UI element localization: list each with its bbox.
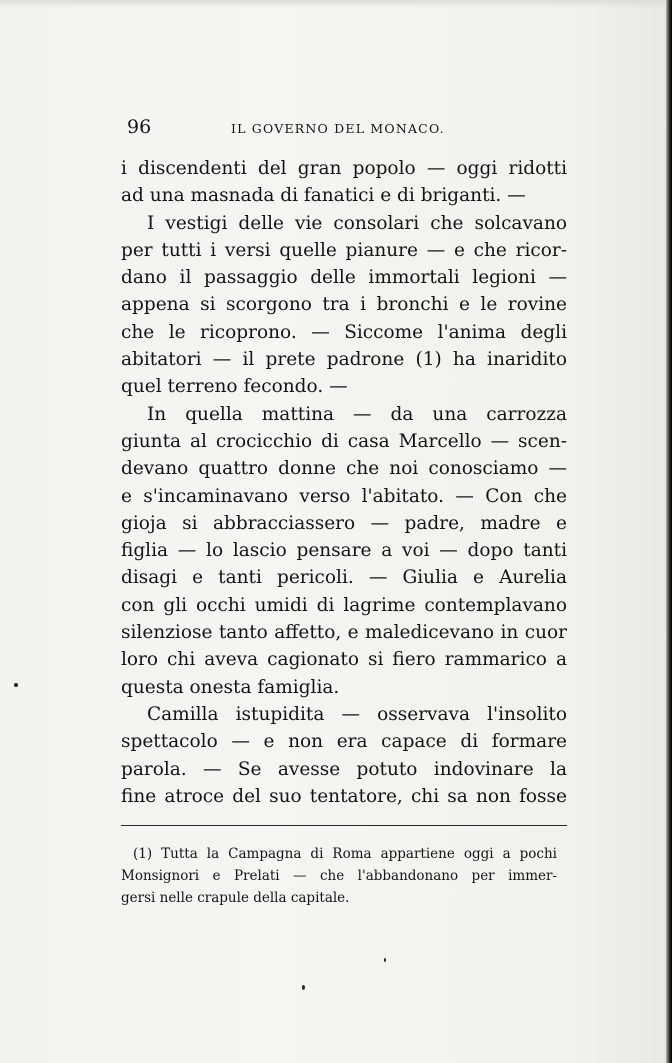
text-line: Camilla istupidita — osservava l'insolito — [147, 703, 567, 725]
text-line: ad una masnada di fanatici e di briganti. — — [121, 185, 526, 207]
text-line: quel terreno fecondo. — — [121, 376, 348, 398]
ink-speck — [302, 985, 305, 990]
text-line: silenziose tanto affetto, e maledicevano in cuor — [121, 622, 567, 644]
page-binding-edge — [666, 0, 672, 1063]
text-line: abitatori — il prete padrone (1) ha inaridito — [121, 349, 567, 371]
body-text — [121, 155, 567, 810]
text-line: che le ricoprono. — Siccome l'anima degli — [121, 321, 567, 343]
footnote-line: Monsignori e Prelati — che l'abbandonano per immer- — [121, 868, 557, 884]
ink-speck — [14, 683, 18, 687]
text-line: dano il passaggio delle immortali legioni — — [121, 267, 567, 289]
text-line: disagi e tanti pericoli. — Giulia e Aurelia — [121, 567, 567, 589]
text-line: I vestigi delle vie consolari che solcavano — [147, 212, 567, 234]
text-line: parola. — Se avesse potuto indovinare la — [121, 758, 567, 780]
text-line: per tutti i versi quelle pianure — e che ricor- — [121, 239, 567, 261]
text-line: loro chi aveva cagionato si fiero rammarico a — [121, 649, 567, 671]
page-top-shadow — [0, 0, 672, 8]
text-line: In quella mattina — da una carrozza — [147, 403, 567, 425]
text-line: fine atroce del suo tentatore, chi sa non fosse — [121, 785, 567, 807]
text-line: figlia — lo lascio pensare a voi — dopo tanti — [121, 540, 567, 562]
text-line: gioja si abbracciassero — padre, madre e — [121, 512, 567, 534]
text-line: e s'incaminavano verso l'abitato. — Con che — [121, 485, 567, 507]
footnote-line: (1) Tutta la Campagna di Roma appartiene oggi a pochi — [133, 846, 557, 862]
page-number: 96 — [127, 116, 152, 138]
text-line: con gli occhi umidi di lagrime contemplavano — [121, 594, 567, 616]
text-line: i discendenti del gran popolo — oggi ridotti — [121, 158, 567, 179]
footnote — [121, 843, 557, 909]
text-line: giunta al crocicchio di casa Marcello — scen- — [121, 430, 567, 452]
footnote-line: gersi nelle crapule della capitale. — [121, 890, 350, 906]
footnote-rule — [121, 825, 567, 826]
text-line: questa onesta famiglia. — [121, 676, 340, 698]
text-line: spettacolo — e non era capace di formare — [121, 731, 567, 753]
page-header — [127, 116, 567, 144]
ink-speck — [384, 958, 386, 962]
text-line: devano quattro donne che noi conosciamo — — [121, 458, 567, 480]
running-title: IL GOVERNO DEL MONACO. — [231, 121, 445, 136]
text-line: appena si scorgono tra i bronchi e le rovine — [121, 294, 567, 316]
